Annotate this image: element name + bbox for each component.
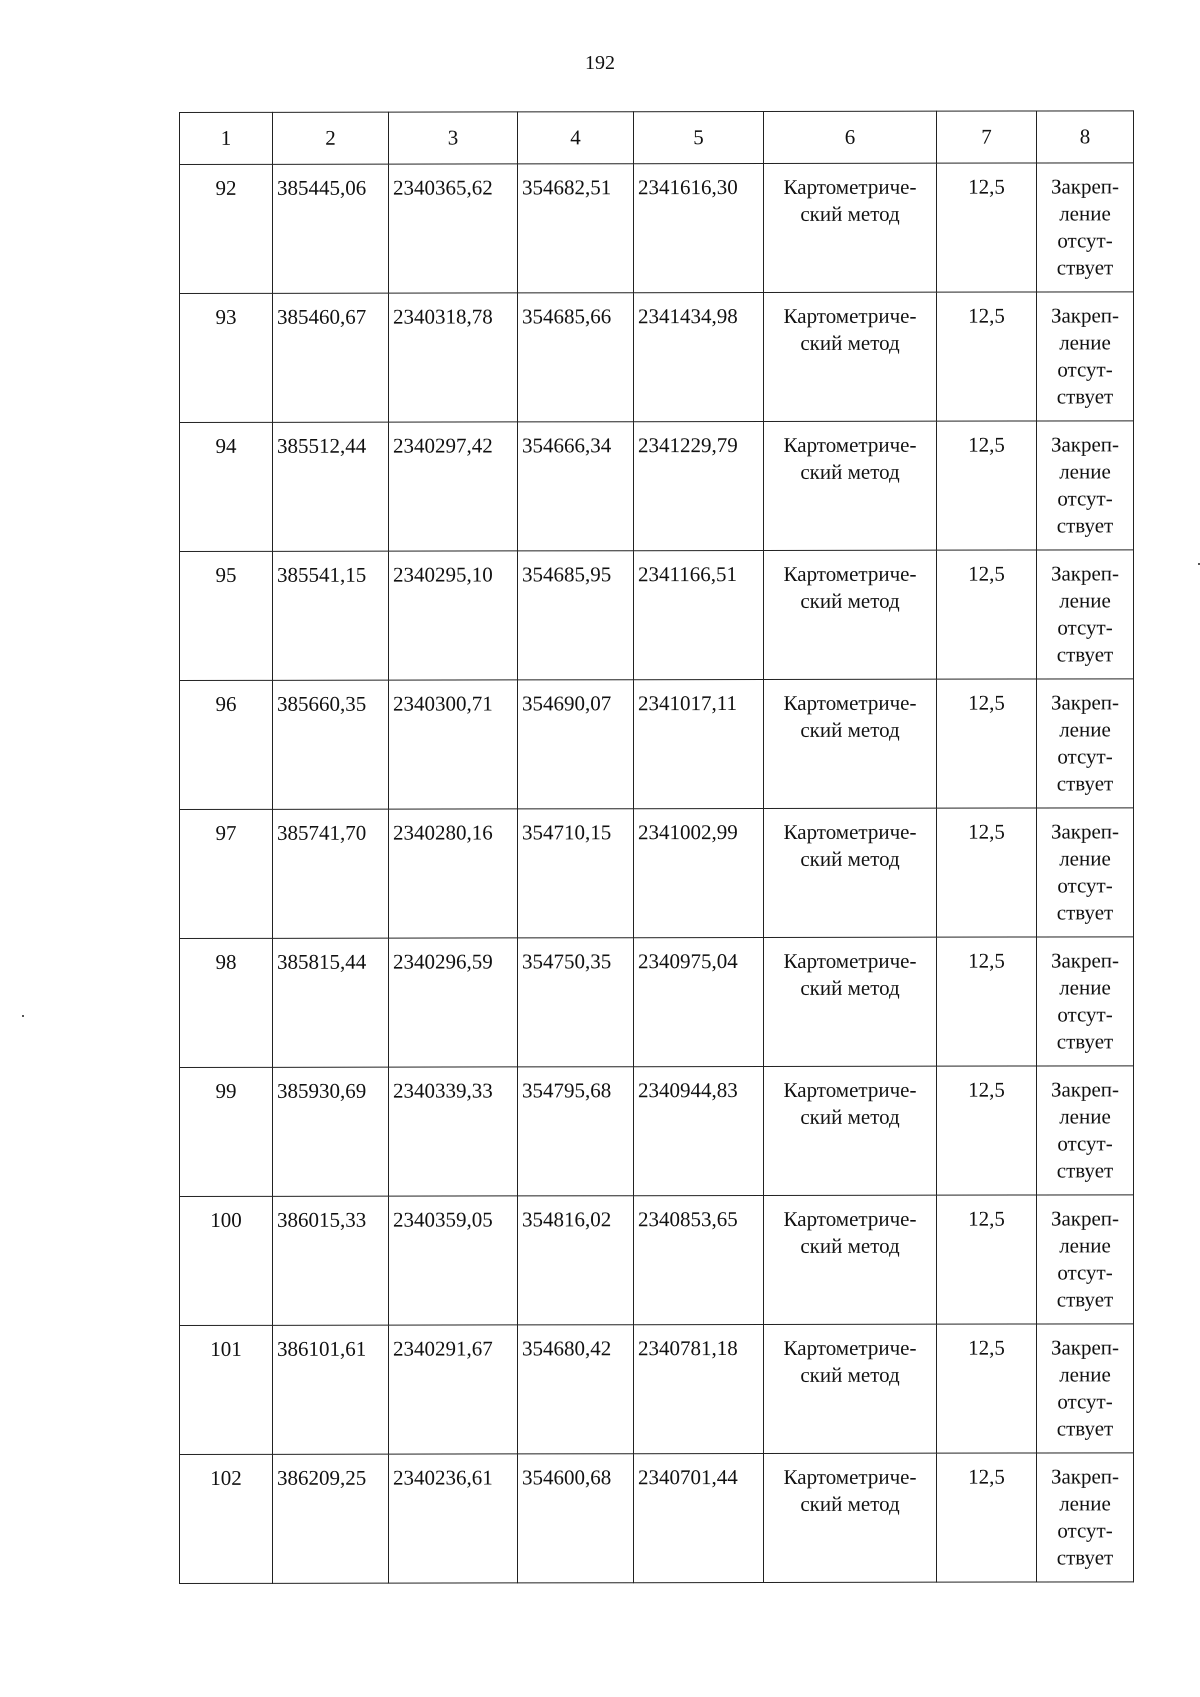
method-text-line: Картометриче-	[783, 303, 917, 328]
fixing-text-line: ление	[1059, 330, 1111, 355]
coord-cell: 2340296,59	[389, 938, 518, 1067]
coordinates-table	[179, 110, 1134, 1584]
coord-cell: 2340295,10	[389, 551, 518, 680]
coord-cell: 2340781,18	[634, 1324, 764, 1453]
fixing-text-line: Закреп-	[1050, 690, 1120, 715]
fixing-text-line: ствует	[1056, 900, 1114, 925]
fixing-cell	[1037, 679, 1134, 808]
coord-cell: 2340359,05	[389, 1196, 518, 1325]
fixing-text-line: ление	[1059, 717, 1111, 742]
method-cell	[764, 808, 937, 937]
table-row	[180, 163, 1134, 294]
point-number-cell: 92	[180, 164, 273, 293]
coord-cell: 2340300,71	[389, 680, 518, 809]
coord-cell: 2340944,83	[634, 1066, 764, 1195]
fixing-cell	[1037, 937, 1134, 1066]
method-text-line: ский метод	[800, 1362, 900, 1387]
method-text-line: ский метод	[800, 330, 900, 355]
coord-cell: 2341434,98	[634, 292, 764, 421]
fixing-text-line: отсут-	[1057, 486, 1113, 511]
method-cell	[764, 937, 937, 1066]
table-header-row	[180, 111, 1134, 165]
table-body	[180, 163, 1134, 1584]
method-text-line: Картометриче-	[783, 1077, 917, 1102]
column-header: 5	[634, 111, 764, 163]
fixing-text-line: отсут-	[1057, 1518, 1113, 1543]
fixing-text-line: отсут-	[1057, 228, 1113, 253]
accuracy-cell: 12,5	[937, 550, 1037, 679]
method-cell	[764, 292, 937, 421]
coord-cell: 2340236,61	[389, 1454, 518, 1583]
method-text-line: ский метод	[800, 459, 900, 484]
fixing-text-line: ление	[1059, 1362, 1111, 1387]
table-row	[180, 421, 1134, 552]
fixing-text-line: Закреп-	[1050, 1077, 1120, 1102]
fixing-text-line: Закреп-	[1050, 174, 1120, 199]
coord-cell: 354690,07	[518, 680, 634, 809]
method-cell	[764, 1195, 937, 1324]
table-row	[180, 679, 1134, 810]
accuracy-cell: 12,5	[937, 421, 1037, 550]
coord-cell: 385512,44	[273, 422, 389, 551]
method-text-line: ский метод	[800, 1491, 900, 1516]
coord-cell: 385815,44	[273, 938, 389, 1067]
fixing-cell	[1037, 550, 1134, 679]
coord-cell: 354750,35	[518, 938, 634, 1067]
point-number-cell: 100	[180, 1196, 273, 1325]
coord-cell: 386101,61	[273, 1325, 389, 1454]
coord-cell: 2340975,04	[634, 937, 764, 1066]
coord-cell: 386015,33	[273, 1196, 389, 1325]
fixing-cell	[1037, 808, 1134, 937]
coord-cell: 2340297,42	[389, 422, 518, 551]
point-number-cell: 93	[180, 293, 273, 422]
method-cell	[764, 679, 937, 808]
coord-cell: 354685,66	[518, 293, 634, 422]
accuracy-cell: 12,5	[937, 163, 1037, 292]
fixing-text-line: ствует	[1056, 1416, 1114, 1441]
column-header: 6	[764, 111, 937, 163]
coord-cell: 385660,35	[273, 680, 389, 809]
method-cell	[764, 1066, 937, 1195]
fixing-cell	[1037, 1195, 1134, 1324]
method-text-line: Картометриче-	[783, 432, 917, 457]
fixing-text-line: ление	[1059, 975, 1111, 1000]
table-row	[180, 1453, 1134, 1584]
coord-cell: 354795,68	[518, 1067, 634, 1196]
table-row	[180, 1066, 1134, 1197]
coord-cell: 2340280,16	[389, 809, 518, 938]
method-cell	[764, 1453, 937, 1582]
accuracy-cell: 12,5	[937, 1066, 1037, 1195]
fixing-text-line: Закреп-	[1050, 432, 1120, 457]
coord-cell: 2340339,33	[389, 1067, 518, 1196]
fixing-text-line: Закреп-	[1050, 561, 1120, 586]
fixing-cell	[1037, 421, 1134, 550]
point-number-cell: 97	[180, 809, 273, 938]
point-number-cell: 99	[180, 1067, 273, 1196]
accuracy-cell: 12,5	[937, 679, 1037, 808]
table-row	[180, 1195, 1134, 1326]
method-text-line: Картометриче-	[783, 174, 917, 199]
coord-cell: 354600,68	[518, 1454, 634, 1583]
fixing-text-line: отсут-	[1057, 1002, 1113, 1027]
method-text-line: ский метод	[800, 717, 900, 742]
method-text-line: Картометриче-	[783, 690, 917, 715]
method-text-line: Картометриче-	[783, 1335, 917, 1360]
fixing-cell	[1037, 163, 1134, 292]
table-row	[180, 550, 1134, 681]
coord-cell: 354680,42	[518, 1325, 634, 1454]
method-text-line: ский метод	[800, 201, 900, 226]
fixing-text-line: ствует	[1056, 642, 1114, 667]
fixing-text-line: ление	[1059, 1491, 1111, 1516]
coord-cell: 354710,15	[518, 809, 634, 938]
method-text-line: ский метод	[800, 1104, 900, 1129]
coord-cell: 2340291,67	[389, 1325, 518, 1454]
method-cell	[764, 421, 937, 550]
coord-cell: 2340365,62	[389, 164, 518, 293]
fixing-text-line: ствует	[1056, 513, 1114, 538]
method-text-line: Картометриче-	[783, 819, 917, 844]
coord-cell: 2341229,79	[634, 421, 764, 550]
coord-cell: 2341002,99	[634, 808, 764, 937]
accuracy-cell: 12,5	[937, 1195, 1037, 1324]
scan-speck	[22, 1015, 24, 1017]
coord-cell: 354685,95	[518, 551, 634, 680]
fixing-text-line: отсут-	[1057, 1389, 1113, 1414]
accuracy-cell: 12,5	[937, 1324, 1037, 1453]
fixing-text-line: ствует	[1056, 1545, 1114, 1570]
method-text-line: ский метод	[800, 975, 900, 1000]
fixing-text-line: ление	[1059, 201, 1111, 226]
column-header: 7	[937, 111, 1037, 163]
fixing-text-line: ление	[1059, 1233, 1111, 1258]
coord-cell: 2341166,51	[634, 550, 764, 679]
fixing-text-line: Закреп-	[1050, 1206, 1120, 1231]
fixing-text-line: ление	[1059, 588, 1111, 613]
fixing-text-line: Закреп-	[1050, 1335, 1120, 1360]
method-cell	[764, 1324, 937, 1453]
coord-cell: 2341616,30	[634, 163, 764, 292]
coord-cell: 354816,02	[518, 1196, 634, 1325]
coord-cell: 354682,51	[518, 164, 634, 293]
coord-cell: 385541,15	[273, 551, 389, 680]
accuracy-cell: 12,5	[937, 808, 1037, 937]
point-number-cell: 98	[180, 938, 273, 1067]
point-number-cell: 101	[180, 1325, 273, 1454]
fixing-text-line: ствует	[1056, 771, 1114, 796]
coord-cell: 354666,34	[518, 422, 634, 551]
column-header: 1	[180, 112, 273, 164]
coord-cell: 2340318,78	[389, 293, 518, 422]
method-text-line: ский метод	[800, 1233, 900, 1258]
fixing-cell	[1037, 1066, 1134, 1195]
fixing-text-line: Закреп-	[1050, 303, 1120, 328]
fixing-cell	[1037, 292, 1134, 421]
point-number-cell: 95	[180, 551, 273, 680]
accuracy-cell: 12,5	[937, 937, 1037, 1066]
method-cell	[764, 550, 937, 679]
point-number-cell: 102	[180, 1454, 273, 1583]
coord-cell: 2340701,44	[634, 1453, 764, 1582]
fixing-text-line: отсут-	[1057, 1131, 1113, 1156]
fixing-text-line: отсут-	[1057, 615, 1113, 640]
fixing-text-line: Закреп-	[1050, 948, 1120, 973]
fixing-cell	[1037, 1453, 1134, 1582]
page-number: 192	[585, 52, 615, 74]
method-text-line: Картометриче-	[783, 561, 917, 586]
method-text-line: Картометриче-	[783, 1206, 917, 1231]
table-row	[180, 808, 1134, 939]
fixing-text-line: отсут-	[1057, 744, 1113, 769]
fixing-text-line: Закреп-	[1050, 1464, 1120, 1489]
method-text-line: Картометриче-	[783, 1464, 917, 1489]
method-cell	[764, 163, 937, 292]
fixing-text-line: ление	[1059, 1104, 1111, 1129]
coord-cell: 385445,06	[273, 164, 389, 293]
fixing-text-line: ствует	[1056, 1287, 1114, 1312]
fixing-cell	[1037, 1324, 1134, 1453]
fixing-text-line: отсут-	[1057, 1260, 1113, 1285]
fixing-text-line: ствует	[1056, 384, 1114, 409]
column-header: 4	[518, 112, 634, 164]
point-number-cell: 96	[180, 680, 273, 809]
fixing-text-line: ствует	[1056, 255, 1114, 280]
method-text-line: ский метод	[800, 588, 900, 613]
fixing-text-line: ствует	[1056, 1158, 1114, 1183]
accuracy-cell: 12,5	[937, 292, 1037, 421]
column-header: 3	[389, 112, 518, 164]
fixing-text-line: ление	[1059, 459, 1111, 484]
point-number-cell: 94	[180, 422, 273, 551]
table-row	[180, 937, 1134, 1068]
table-row	[180, 292, 1134, 423]
coord-cell: 386209,25	[273, 1454, 389, 1583]
table-row	[180, 1324, 1134, 1455]
fixing-text-line: Закреп-	[1050, 819, 1120, 844]
fixing-text-line: ление	[1059, 846, 1111, 871]
fixing-text-line: ствует	[1056, 1029, 1114, 1054]
coord-cell: 2340853,65	[634, 1195, 764, 1324]
fixing-text-line: отсут-	[1057, 357, 1113, 382]
column-header: 2	[273, 112, 389, 164]
coord-cell: 385460,67	[273, 293, 389, 422]
fixing-text-line: отсут-	[1057, 873, 1113, 898]
accuracy-cell: 12,5	[937, 1453, 1037, 1582]
coord-cell: 385741,70	[273, 809, 389, 938]
coord-cell: 2341017,11	[634, 679, 764, 808]
method-text-line: ский метод	[800, 846, 900, 871]
coord-cell: 385930,69	[273, 1067, 389, 1196]
column-header: 8	[1037, 111, 1134, 163]
method-text-line: Картометриче-	[783, 948, 917, 973]
coordinates-table-wrapper	[179, 110, 1133, 1584]
